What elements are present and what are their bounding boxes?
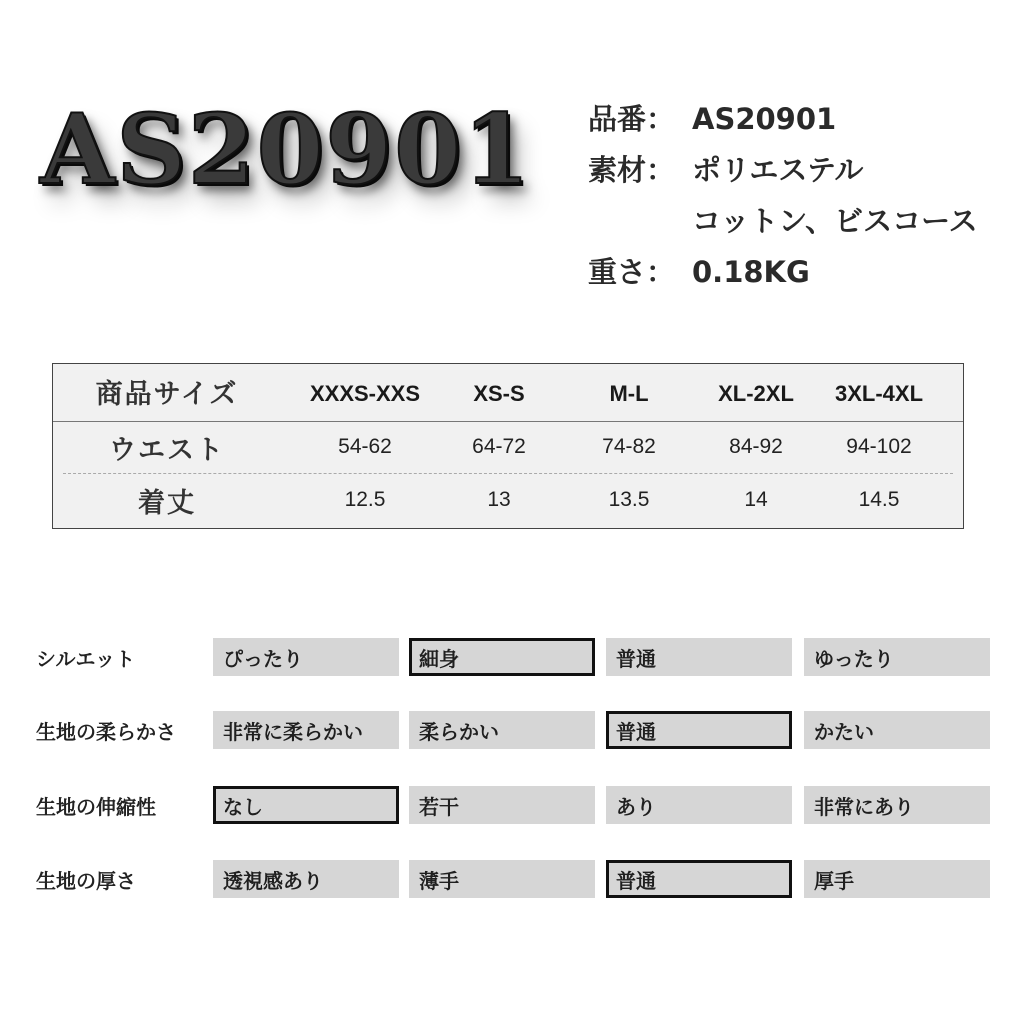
spec-material <box>588 148 863 189</box>
spec-weight-value: 0.18KG <box>692 255 810 289</box>
size-value-cell: 74-82 <box>602 435 656 458</box>
spec-material-value-1: ポリエステル <box>692 153 864 187</box>
attribute-option: 若干 <box>409 786 595 824</box>
attribute-option-selected: なし <box>213 786 399 824</box>
attribute-option: 透視感あり <box>213 860 399 898</box>
spec-weight <box>588 250 810 291</box>
size-header-cell: 3XL-4XL <box>834 381 924 406</box>
attribute-option: ゆったり <box>804 638 990 676</box>
logo-text: AS20901 <box>40 92 532 206</box>
size-value-cell: 13 <box>487 488 511 511</box>
attribute-option-selected: 普通 <box>606 860 792 898</box>
size-header-cell: XS-S <box>473 381 525 406</box>
size-row-label: ウエスト <box>109 434 225 466</box>
attribute-option: 厚手 <box>804 860 990 898</box>
spec-hinban <box>588 97 836 138</box>
size-value-cell: 13.5 <box>608 488 650 511</box>
size-value-cell: 54-62 <box>338 435 392 458</box>
attribute-option-selected: 普通 <box>606 711 792 749</box>
attribute-option: 非常にあり <box>804 786 990 824</box>
size-table <box>52 363 964 529</box>
attribute-option: 薄手 <box>409 860 595 898</box>
spec-weight-label: 重さ： <box>588 255 676 289</box>
attribute-option: ぴったり <box>213 638 399 676</box>
attribute-option: かたい <box>804 711 990 749</box>
spec-material-label: 素材： <box>588 153 676 187</box>
attribute-label: シルエット <box>36 646 136 671</box>
spec-hinban-value: AS20901 <box>692 102 837 136</box>
attribute-option-selected: 細身 <box>409 638 595 676</box>
attribute-option: あり <box>606 786 792 824</box>
size-header-cell: M-L <box>609 381 649 406</box>
spec-material-value-2: コットン、ビスコース <box>692 204 978 238</box>
size-row-label: 着丈 <box>138 487 196 519</box>
spec-hinban-label: 品番： <box>588 102 676 136</box>
attribute-option: 普通 <box>606 638 792 676</box>
size-header-cell: XL-2XL <box>718 381 794 406</box>
spec-material-line2 <box>588 199 978 240</box>
attribute-label: 生地の伸縮性 <box>36 794 156 819</box>
size-table-header-label: 商品サイズ <box>95 378 239 410</box>
product-logo <box>40 84 532 214</box>
size-value-cell: 64-72 <box>472 435 526 458</box>
size-value-cell: 14 <box>744 488 768 511</box>
size-value-cell: 12.5 <box>344 488 386 511</box>
size-header-cell: XXXS-XXS <box>309 381 421 406</box>
attribute-option: 非常に柔らかい <box>213 711 399 749</box>
size-value-cell: 14.5 <box>858 488 900 511</box>
attribute-label: 生地の柔らかさ <box>36 719 176 744</box>
size-value-cell: 84-92 <box>729 435 783 458</box>
size-value-cell: 94-102 <box>846 435 912 458</box>
attribute-option: 柔らかい <box>409 711 595 749</box>
attribute-label: 生地の厚さ <box>36 868 136 893</box>
